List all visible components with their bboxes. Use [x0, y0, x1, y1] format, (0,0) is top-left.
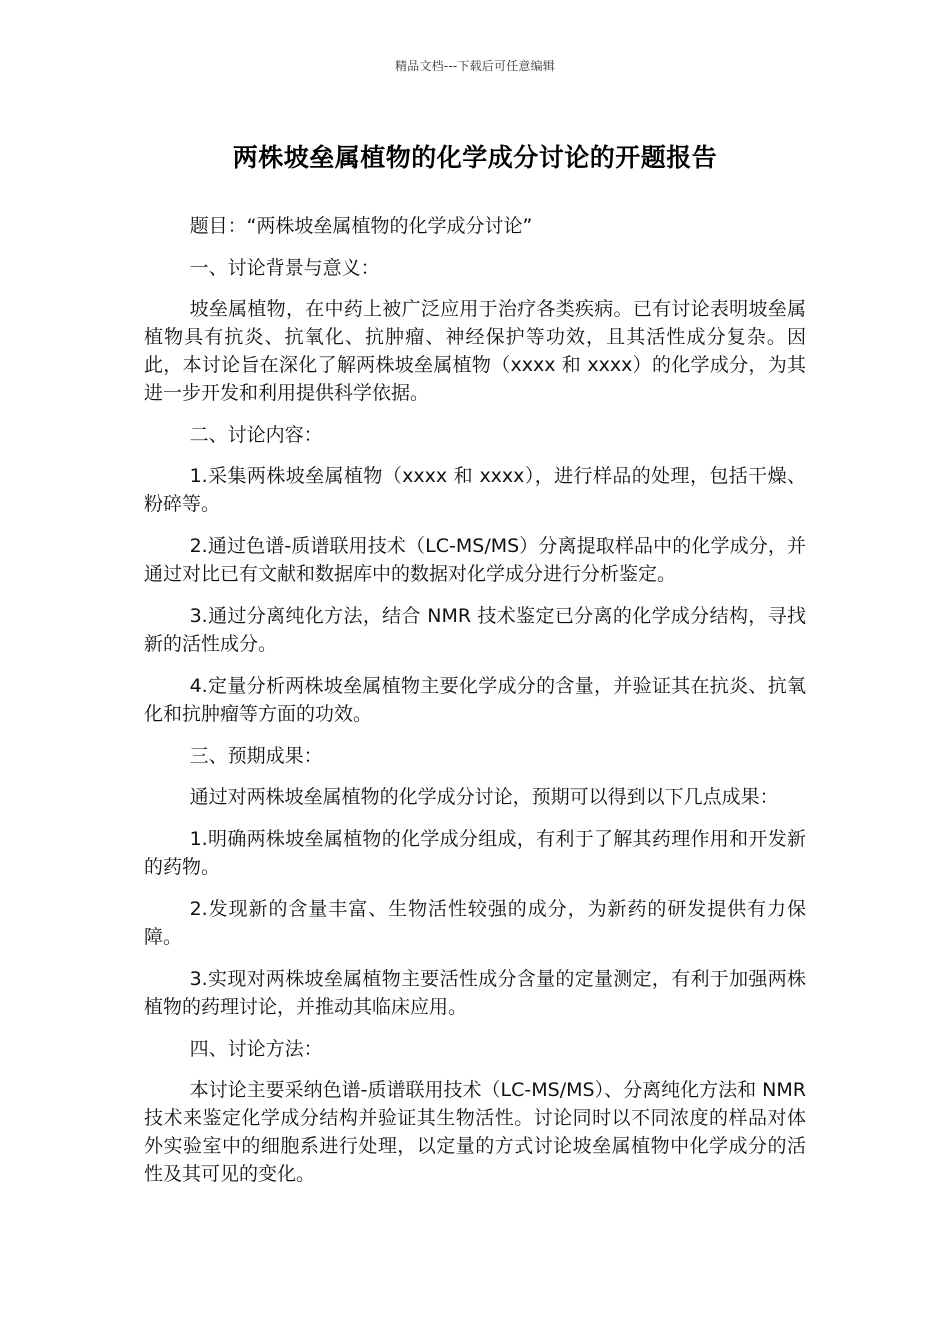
results-intro: 通过对两株坡垒属植物的化学成分讨论，预期可以得到以下几点成果： — [189, 786, 779, 808]
document-title: 两株坡垒属植物的化学成分讨论的开题报告 — [232, 143, 718, 172]
content-item-1: 1.采集两株坡垒属植物（xxxx 和 xxxx），进行样品的处理，包括干燥、粉碎等。 — [144, 465, 806, 515]
document-body — [144, 212, 806, 1202]
background-paragraph: 坡垒属植物，在中药上被广泛应用于治疗各类疾病。已有讨论表明坡垒属植物具有抗炎、抗氧化、抗肿瘤、神经保护等功效，且其活性成分复杂。因此，本讨论旨在深化了解两株坡垒属植物（xxxx 和 xxxx）的化学成分，为其进一步开发和利用提供科学依据。 — [144, 298, 806, 404]
section-heading-background: 一、讨论背景与意义： — [189, 257, 380, 279]
section-heading-results: 三、预期成果： — [189, 745, 323, 767]
header-note: 精品文档---下载后可任意编辑 — [395, 59, 555, 73]
methods-paragraph: 本讨论主要采纳色谱-质谱联用技术（LC-MS/MS）、分离纯化方法和 NMR 技术来鉴定化学成分结构并验证其生物活性。讨论同时以不同浓度的样品对体外实验室中的细胞系进行处理，以定量的方式讨论坡垒属植物中化学成分的活性及其可见的变化。 — [144, 1079, 806, 1185]
content-item-3: 3.通过分离纯化方法，结合 NMR 技术鉴定已分离的化学成分结构，寻找新的活性成分。 — [144, 605, 806, 655]
result-item-2: 2.发现新的含量丰富、生物活性较强的成分，为新药的研发提供有力保障。 — [144, 898, 806, 948]
section-heading-content: 二、讨论内容： — [189, 424, 323, 446]
content-item-4: 4.定量分析两株坡垒属植物主要化学成分的含量，并验证其在抗炎、抗氧化和抗肿瘤等方面的功效。 — [144, 675, 806, 725]
content-item-2: 2.通过色谱-质谱联用技术（LC-MS/MS）分离提取样品中的化学成分，并通过对比已有文献和数据库中的数据对化学成分进行分析鉴定。 — [144, 535, 806, 585]
topic-line: 题目：“两株坡垒属植物的化学成分讨论” — [189, 215, 533, 237]
result-item-3: 3.实现对两株坡垒属植物主要活性成分含量的定量测定，有利于加强两株植物的药理讨论，并推动其临床应用。 — [144, 968, 806, 1018]
result-item-1: 1.明确两株坡垒属植物的化学成分组成，有利于了解其药理作用和开发新的药物。 — [144, 828, 806, 878]
section-heading-methods: 四、讨论方法： — [189, 1038, 323, 1060]
